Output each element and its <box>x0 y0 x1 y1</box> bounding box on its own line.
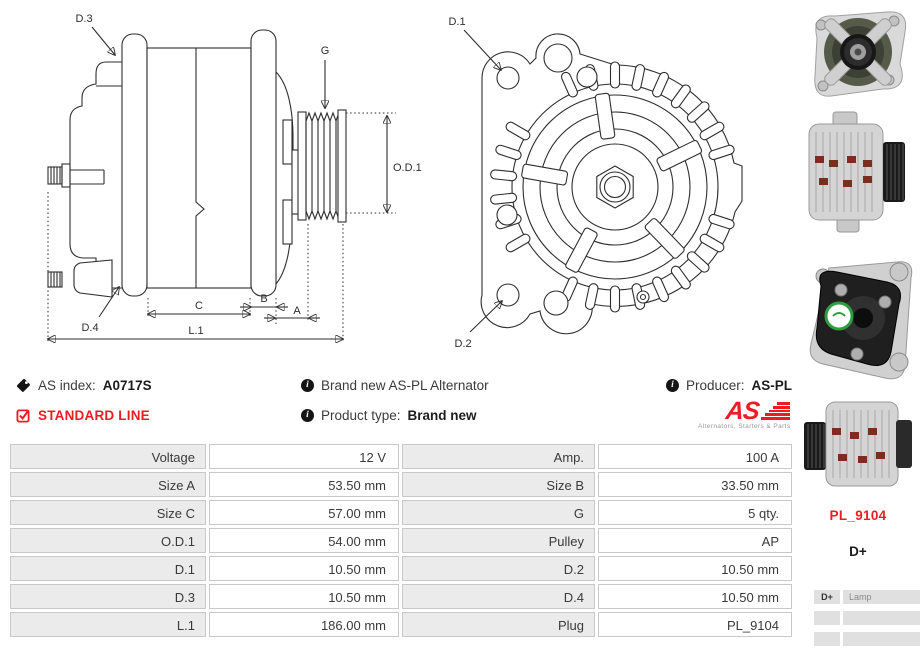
standard-line-text: STANDARD LINE <box>38 407 150 423</box>
dim-label-od1: O.D.1 <box>393 162 422 174</box>
dim-label-d3: D.3 <box>75 13 93 25</box>
as-pl-logo-tagline: Alternators, Starters & Parts <box>698 423 791 430</box>
as-index <box>16 376 152 394</box>
info-icon: i <box>666 379 679 392</box>
desc-cell <box>843 632 920 646</box>
dim-label-d1: D.1 <box>448 16 466 28</box>
info-icon: i <box>301 379 314 392</box>
checked-checkbox-icon <box>16 408 31 423</box>
spec-label: Pulley <box>402 528 595 553</box>
spec-label: D.1 <box>10 556 206 581</box>
pin-cell <box>814 632 840 646</box>
dim-label-d2: D.2 <box>454 338 472 350</box>
front-view-technical-drawing <box>430 0 790 365</box>
dim-label-l1: L.1 <box>188 325 204 337</box>
dim-label-d4: D.4 <box>81 322 99 334</box>
spec-value: 10.50 mm <box>598 556 792 581</box>
spec-value: 10.50 mm <box>209 556 399 581</box>
as-pl-logo-stripes <box>761 402 790 422</box>
spec-label: Size C <box>10 500 206 525</box>
spec-value: 186.00 mm <box>209 612 399 637</box>
product-photo-side-left[interactable] <box>800 396 916 494</box>
spec-label: Size B <box>402 472 595 497</box>
as-pl-logo <box>698 398 790 430</box>
as-index-value: A0717S <box>102 377 152 393</box>
plug-code: PL_9104 <box>829 508 887 523</box>
product-photo-sidebar <box>795 0 921 648</box>
spec-value: 12 V <box>209 444 399 469</box>
plug-pin-table <box>814 590 920 646</box>
producer-label: Producer: <box>686 377 745 393</box>
info-icon: i <box>301 409 314 422</box>
pin-cell: D+ <box>814 590 840 604</box>
product-photo-front[interactable] <box>801 4 913 100</box>
spec-value: 100 A <box>598 444 792 469</box>
brand-new-note <box>301 376 489 394</box>
spec-label: D.4 <box>402 584 595 609</box>
as-index-label: AS index: <box>38 377 96 393</box>
brand-new-text: Brand new AS-PL Alternator <box>321 377 489 393</box>
spec-label: D.2 <box>402 556 595 581</box>
terminal-label: D+ <box>849 544 867 559</box>
producer-value: AS-PL <box>751 377 793 393</box>
spec-label: O.D.1 <box>10 528 206 553</box>
pin-cell <box>814 611 840 625</box>
spec-value: 54.00 mm <box>209 528 399 553</box>
dim-label-a: A <box>293 305 301 317</box>
producer <box>666 376 792 394</box>
product-type <box>301 406 477 424</box>
spec-label: D.3 <box>10 584 206 609</box>
spec-label: G <box>402 500 595 525</box>
product-type-value: Brand new <box>407 407 477 423</box>
spec-value: 33.50 mm <box>598 472 792 497</box>
desc-cell <box>843 611 920 625</box>
spec-value: 10.50 mm <box>598 584 792 609</box>
product-type-label: Product type: <box>321 407 401 423</box>
dim-label-c: C <box>195 300 203 312</box>
dim-label-b: B <box>260 293 268 305</box>
desc-cell: Lamp <box>843 590 920 604</box>
product-photo-side-right[interactable] <box>803 104 913 238</box>
as-pl-logo-letters: AS <box>724 397 761 425</box>
spec-value: AP <box>598 528 792 553</box>
spec-label: Size A <box>10 472 206 497</box>
dim-label-g: G <box>320 45 330 57</box>
spec-value: 53.50 mm <box>209 472 399 497</box>
spec-label: L.1 <box>10 612 206 637</box>
product-photo-rear[interactable] <box>799 252 917 390</box>
side-view-technical-drawing <box>0 0 430 365</box>
spec-label: Amp. <box>402 444 595 469</box>
standard-line <box>16 406 150 424</box>
tag-icon <box>16 378 31 393</box>
spec-value: PL_9104 <box>598 612 792 637</box>
spec-table <box>10 444 792 637</box>
spec-value: 10.50 mm <box>209 584 399 609</box>
spec-value: 57.00 mm <box>209 500 399 525</box>
spec-value: 5 qty. <box>598 500 792 525</box>
spec-label: Plug <box>402 612 595 637</box>
spec-label: Voltage <box>10 444 206 469</box>
